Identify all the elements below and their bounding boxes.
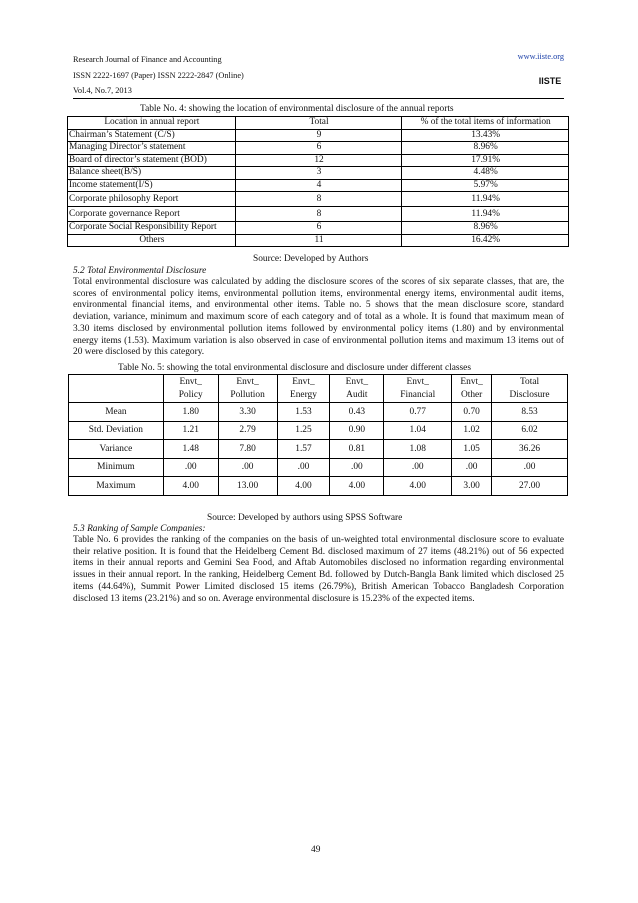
table5-cell: 13.00 — [218, 477, 277, 496]
table5-header-cell — [218, 375, 277, 403]
table4-cell: Corporate governance Report — [68, 207, 236, 222]
table5-cell: 0.77 — [384, 403, 452, 422]
table5-header-line: Envt_ — [236, 377, 259, 387]
table4-cell: Corporate philosophy Report — [68, 192, 236, 207]
table4-cell: 5.97% — [402, 179, 569, 192]
table5-header-cell — [163, 375, 218, 403]
table4-row — [68, 234, 569, 247]
table5-row — [69, 440, 568, 459]
table4-row — [68, 154, 569, 167]
table5-cell: 0.81 — [330, 440, 384, 459]
table4-row — [68, 222, 569, 235]
iiste-logo — [536, 68, 564, 90]
table5-cell: 1.57 — [277, 440, 330, 459]
table4-cell: 3 — [235, 167, 402, 180]
section-5-2-paragraph: Total environmental disclosure was calculated by adding the disclosure scores of the scores of six separate classes, that are, the scores of environmental policy items, environmental pollution items, environmental energy items, environmental audit items, environmental financial items, and environmental other items. Table no. 5 shows that the mean disclosure score, standard deviation, variance, minimum and maximum score of each category and of total as a whole. It is found that maximum mean of 3.30 items disclosed by environmental pollution items followed by environmental policy items (1.80) and by environmental energy items (1.53). Maximum variation is also observed in case of environmental pollution items and maximum 13 items out of 20 were disclosed by this category. — [73, 277, 564, 358]
table5-cell: Minimum — [69, 458, 164, 477]
table5-cell: 4.00 — [277, 477, 330, 496]
table5-source: Source: Developed by authors using SPSS Software — [207, 513, 403, 523]
table4-header-cell: Total — [235, 117, 402, 130]
table5-header-line: Envt_ — [406, 377, 429, 387]
table4-cell: 8.96% — [402, 142, 569, 155]
table5-cell: 1.04 — [384, 421, 452, 440]
journal-name: Research Journal of Finance and Accounting — [73, 55, 222, 64]
table4-cell: Balance sheet(B/S) — [68, 167, 236, 180]
table5-header-line: Policy — [178, 389, 203, 400]
table5-header-cell — [384, 375, 452, 403]
table5-header-line: Energy — [290, 389, 317, 400]
table5-cell: 27.00 — [492, 477, 568, 496]
header-rule — [73, 98, 564, 99]
table4-row — [68, 129, 569, 142]
table4-cell: 16.42% — [402, 234, 569, 247]
table5-header-cell — [492, 375, 568, 403]
table5-cell: 1.25 — [277, 421, 330, 440]
journal-header — [73, 52, 244, 99]
table5-cell: 4.00 — [163, 477, 218, 496]
table4-cell: 8 — [235, 192, 402, 207]
table5-header-cell — [330, 375, 384, 403]
table5-cell: 3.00 — [452, 477, 492, 496]
table5-cell: Maximum — [69, 477, 164, 496]
table5-header-line: Pollution — [230, 389, 265, 400]
table5-header-row — [69, 375, 568, 403]
table4-cell: Others — [68, 234, 236, 247]
table5-cell: .00 — [330, 458, 384, 477]
table5-cell: 0.70 — [452, 403, 492, 422]
table5-cell: 2.79 — [218, 421, 277, 440]
table4-cell: Board of director’s statement (BOD) — [68, 154, 236, 167]
table4-header-cell: Location in annual report — [68, 117, 236, 130]
table4-cell: 4.48% — [402, 167, 569, 180]
table5-header-line: Envt_ — [292, 377, 315, 387]
table4-cell: 6 — [235, 222, 402, 235]
table5-cell: 1.08 — [384, 440, 452, 459]
iiste-logo-text: IISTE — [538, 76, 562, 86]
table4-header-row — [68, 117, 569, 130]
table5-header-cell — [69, 375, 164, 403]
table5-cell: 1.48 — [163, 440, 218, 459]
table4-cell: Managing Director’s statement — [68, 142, 236, 155]
table5-row — [69, 403, 568, 422]
table5-cell: 1.05 — [452, 440, 492, 459]
table5-cell: 1.02 — [452, 421, 492, 440]
table5-header-line: Total — [519, 377, 540, 387]
table4-cell: Income statement(I/S) — [68, 179, 236, 192]
table5-cell: .00 — [277, 458, 330, 477]
table5-header-line: Envt_ — [345, 377, 369, 387]
table5-header-line: Envt_ — [460, 377, 483, 387]
table5-cell: 1.53 — [277, 403, 330, 422]
table4-row — [68, 179, 569, 192]
table5-cell: 3.30 — [218, 403, 277, 422]
table4-caption: Table No. 4: showing the location of environmental disclosure of the annual reports — [140, 104, 454, 114]
table5-cell: .00 — [218, 458, 277, 477]
table5-cell: Mean — [69, 403, 164, 422]
journal-issn: ISSN 2222-1697 (Paper) ISSN 2222-2847 (Online) — [73, 70, 244, 80]
section-heading-5-2: 5.2 Total Environmental Disclosure — [73, 266, 207, 276]
table5-cell: 1.21 — [163, 421, 218, 440]
table5-row — [69, 421, 568, 440]
journal-url-link[interactable]: www.iiste.org — [517, 52, 564, 61]
page-number: 49 — [311, 845, 321, 855]
table4-cell: 12 — [235, 154, 402, 167]
section-heading-5-3: 5.3 Ranking of Sample Companies: — [73, 524, 206, 534]
table5-cell: .00 — [492, 458, 568, 477]
table5-cell: 4.00 — [330, 477, 384, 496]
table4-cell: 8 — [235, 207, 402, 222]
table4-cell: 11.94% — [402, 192, 569, 207]
table4-cell: 6 — [235, 142, 402, 155]
table5-header-line: Other — [460, 389, 483, 400]
table5-row — [69, 458, 568, 477]
table5-cell: 1.80 — [163, 403, 218, 422]
table5-header-line: Disclosure — [509, 389, 550, 400]
table4 — [67, 116, 569, 247]
table5-caption: Table No. 5: showing the total environmental disclosure and disclosure under different classes — [118, 363, 471, 373]
table5-header-line: Financial — [400, 389, 436, 400]
table5-cell: .00 — [384, 458, 452, 477]
table4-cell: 8.96% — [402, 222, 569, 235]
table4-row — [68, 192, 569, 207]
table5-header-line: Envt_ — [179, 377, 202, 387]
table5-header-cell — [452, 375, 492, 403]
table4-cell: 11 — [235, 234, 402, 247]
table4-cell: Corporate Social Responsibility Report — [68, 222, 236, 235]
table4-source: Source: Developed by Authors — [253, 254, 369, 264]
table5-cell: 0.90 — [330, 421, 384, 440]
table4-row — [68, 207, 569, 222]
table5-cell: 8.53 — [492, 403, 568, 422]
table4-cell: 9 — [235, 129, 402, 142]
section-5-3-paragraph: Table No. 6 provides the ranking of the companies on the basis of un-weighted total environmental disclosure score to evaluate their relative position. It is found that the Heidelberg Cement Bd. disclosed maximum of 27 items (48.21%) out of 56 expected items in their annual reports and Gemini Sea Food, and Aftab Automobiles disclosed no information regarding environmental issues in their annual report. In the ranking, Heidelberg Cement Bd. followed by Dutch-Bangla Bank limited which disclosed 25 items (44.64%), Summit Power Limited disclosed 15 items (26.79%), British American Tobacco Bangladesh Corporation disclosed 13 items (23.21%) and so on. Average environmental disclosure is 15.23% of the expected items. — [73, 535, 564, 604]
table4-cell: 13.43% — [402, 129, 569, 142]
table5-cell: 36.26 — [492, 440, 568, 459]
table5-cell: Std. Deviation — [69, 421, 164, 440]
table5-cell: 4.00 — [384, 477, 452, 496]
table5-cell: 7.80 — [218, 440, 277, 459]
table5 — [68, 374, 568, 496]
table4-cell: 11.94% — [402, 207, 569, 222]
journal-volume: Vol.4, No.7, 2013 — [73, 86, 132, 95]
table5-cell: 0.43 — [330, 403, 384, 422]
table4-row — [68, 167, 569, 180]
table5-cell: .00 — [163, 458, 218, 477]
table5-row — [69, 477, 568, 496]
table5-header-line: Audit — [346, 389, 368, 400]
table4-header-cell: % of the total items of information — [402, 117, 569, 130]
table4-cell: 4 — [235, 179, 402, 192]
table5-cell: 6.02 — [492, 421, 568, 440]
table5-cell: .00 — [452, 458, 492, 477]
table4-row — [68, 142, 569, 155]
table4-cell: 17.91% — [402, 154, 569, 167]
table4-cell: Chairman’s Statement (C/S) — [68, 129, 236, 142]
table5-cell: Variance — [69, 440, 164, 459]
table5-header-cell — [277, 375, 330, 403]
